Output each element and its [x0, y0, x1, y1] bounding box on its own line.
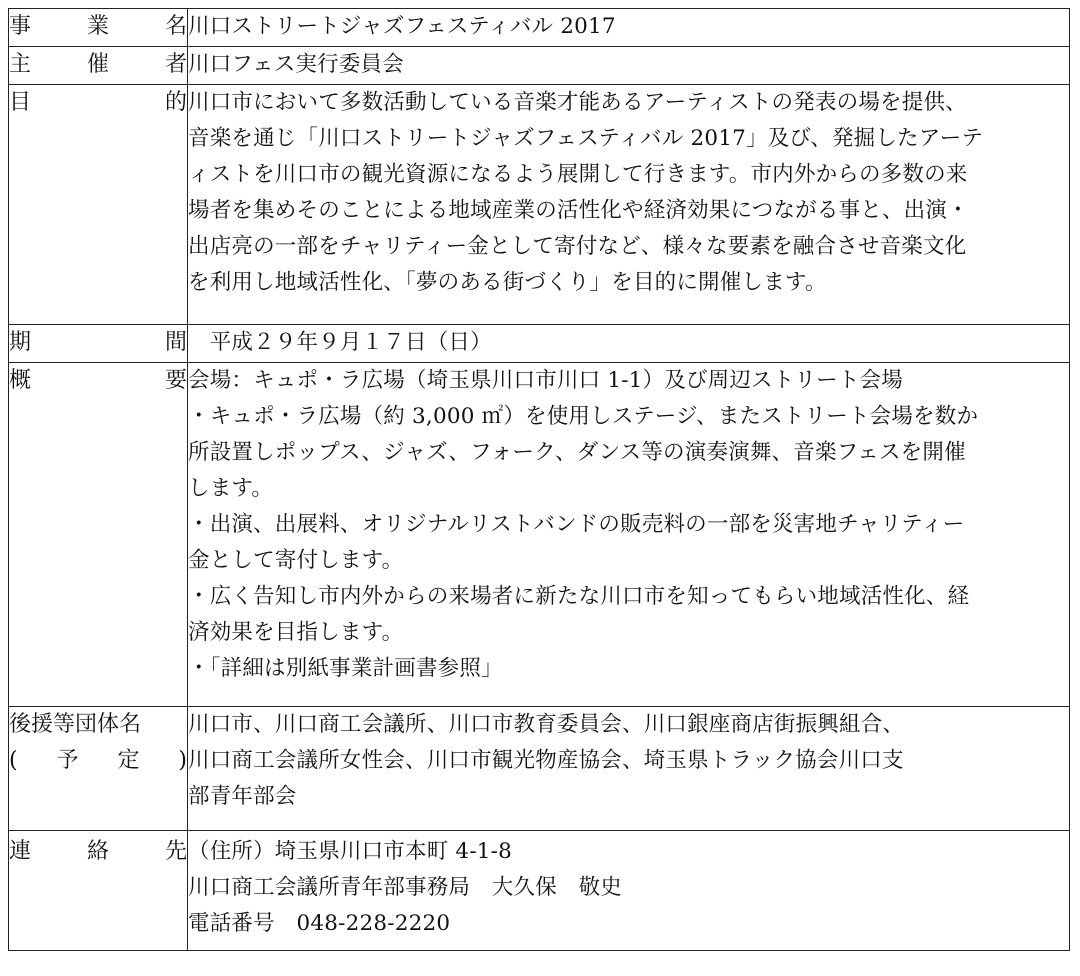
- label-char: 間: [164, 330, 187, 355]
- text-line: を利用し地域活性化、「夢のある街づくり」を目的に開催します。: [188, 270, 827, 295]
- text-line: 金として寄付します。: [188, 548, 404, 573]
- text-line: 音楽を通じ「川口ストリートジャズフェスティバル 2017」及び、発掘したアーテ: [188, 126, 984, 151]
- event-name-value: 川口ストリートジャズフェスティバル 2017: [188, 14, 616, 39]
- purpose-label: [9, 85, 187, 121]
- text-line: 済効果を目指します。: [188, 620, 404, 645]
- text-line: 川口市において多数活動している音楽才能あるアーティストの発表の場を提供、: [188, 90, 967, 115]
- purpose-cell: [188, 85, 1070, 325]
- label-cell: [9, 707, 188, 831]
- contact-label: [9, 831, 187, 870]
- supporters-label-line2: [9, 743, 187, 779]
- organizer-cell: [188, 47, 1070, 85]
- label-char: 定: [117, 748, 140, 773]
- contact-address: （住所）埼玉県川口市本町 4-1-8: [188, 839, 513, 864]
- label-char: (: [9, 748, 18, 773]
- contact-cell: [188, 831, 1070, 951]
- label-char: 要: [164, 368, 187, 393]
- row-contact: [9, 831, 1070, 951]
- label-char: 先: [164, 839, 187, 864]
- label-char: 連: [9, 839, 32, 864]
- row-organizer: [9, 47, 1070, 85]
- label-cell: [9, 325, 188, 363]
- overview-label: [9, 363, 187, 399]
- text-line: 会場：キュポ・ラ広場（埼玉県川口市川口 1-1）及び周辺ストリート会場: [188, 368, 903, 393]
- label-char: 事: [9, 14, 32, 39]
- text-line: 場者を集めそのことによる地域産業の活性化や経済効果につながる事と、出演・: [188, 198, 969, 223]
- contact-office: 川口商工会議所青年部事務局 大久保 敬史: [188, 875, 623, 900]
- label-cell: [9, 9, 188, 47]
- text-line: 所設置しポップス、ジャズ、フォーク、ダンス等の演奏演舞、音楽フェスを開催: [188, 440, 966, 465]
- organizer-value: 川口フェス実行委員会: [188, 52, 404, 77]
- label-char: ): [178, 748, 187, 773]
- label-cell: [9, 47, 188, 85]
- purpose-text: [188, 85, 1069, 301]
- label-char: 絡: [86, 839, 109, 864]
- row-event-name: [9, 9, 1070, 47]
- text-line: ・「詳細は別紙事業計画書参照」: [188, 656, 503, 681]
- label-char: 予: [56, 748, 79, 773]
- label-char: 催: [86, 52, 109, 77]
- overview-text: [188, 363, 1069, 687]
- supporters-text: [188, 707, 1069, 815]
- label-char: 業: [86, 14, 109, 39]
- text-line: ィストを川口市の観光資源になるよう展開して行きます。市内外からの多数の来: [188, 162, 968, 187]
- label-cell: [9, 363, 188, 707]
- text-line: ・キュポ・ラ広場（約 3,000 ㎡）を使用しステージ、またストリート会場を数か: [188, 404, 979, 429]
- label-cell: [9, 85, 188, 325]
- label-char: 期: [9, 330, 32, 355]
- label-char: 名: [164, 14, 187, 39]
- row-period: [9, 325, 1070, 363]
- period-label: [9, 325, 187, 361]
- supporters-cell: [188, 707, 1070, 831]
- text-line: 出店亮の一部をチャリティー金として寄付など、様々な要素を融合させ音楽文化: [188, 234, 967, 259]
- label-char: 的: [164, 90, 187, 115]
- organizer-label: [9, 47, 187, 83]
- row-supporters: [9, 707, 1070, 831]
- label-char: 概: [9, 368, 32, 393]
- row-purpose: [9, 85, 1070, 325]
- label-char: 目: [9, 90, 32, 115]
- text-line: 川口商工会議所女性会、川口市観光物産協会、埼玉県トラック協会川口支: [188, 748, 904, 773]
- text-line: 部青年部会: [188, 784, 297, 809]
- period-value: 平成２９年９月１７日（日）: [188, 330, 492, 355]
- label-text: 後援等団体名: [9, 712, 142, 737]
- label-char: 主: [9, 52, 32, 77]
- text-line: ・広く告知し市内外からの来場者に新たな川口市を知ってもらい地域活性化、経: [188, 584, 970, 609]
- contact-text: [188, 831, 1069, 942]
- event-name-label: [9, 9, 187, 45]
- text-line: ・出演、出展料、オリジナルリストバンドの販売料の一部を災害地チャリティー: [188, 512, 965, 537]
- overview-cell: [188, 363, 1070, 707]
- application-form: [8, 8, 1070, 951]
- label-cell: [9, 831, 188, 951]
- event-info-table: [8, 8, 1070, 951]
- contact-phone: 電話番号 048-228-2220: [188, 911, 451, 936]
- period-cell: [188, 325, 1070, 363]
- supporters-label-line1: [9, 707, 187, 743]
- label-char: 者: [164, 52, 187, 77]
- text-line: 川口市、川口商工会議所、川口市教育委員会、川口銀座商店街振興組合、: [188, 712, 905, 737]
- row-overview: [9, 363, 1070, 707]
- event-name-cell: [188, 9, 1070, 47]
- text-line: します。: [188, 476, 274, 501]
